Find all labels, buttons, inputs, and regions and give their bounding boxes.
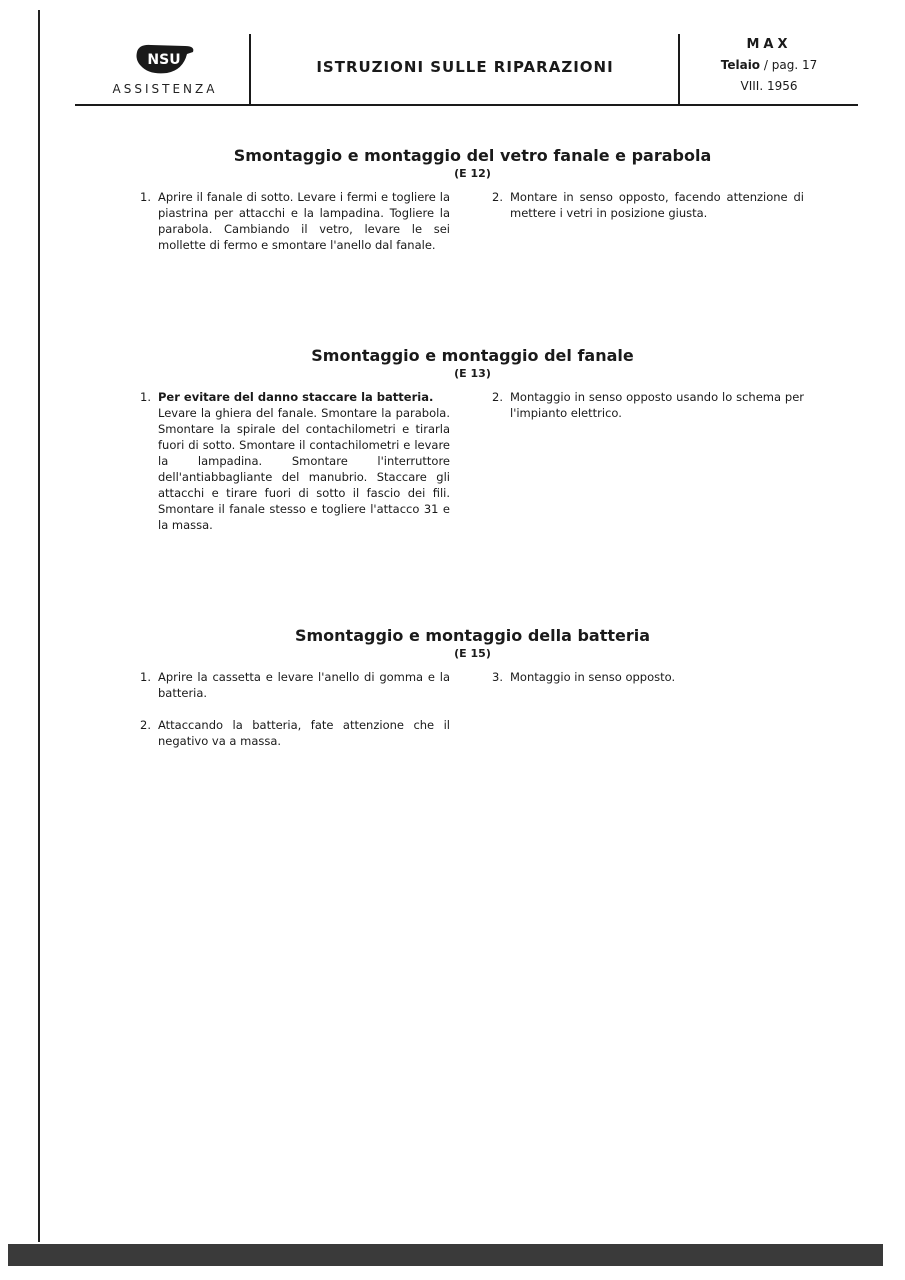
- model-name: MAX: [746, 37, 792, 52]
- section-title: Smontaggio e montaggio del fanale: [311, 346, 634, 365]
- item-text: Montaggio in senso opposto.: [510, 670, 676, 684]
- section-e12: [140, 146, 805, 252]
- item-number: 2.: [492, 390, 503, 404]
- header-divider-left: [249, 34, 251, 106]
- section-ref: (E 15): [454, 647, 491, 660]
- left-column: [140, 389, 450, 549]
- brand-block: [95, 38, 235, 102]
- nsu-logo-icon: [133, 42, 197, 76]
- right-column: [492, 669, 804, 701]
- item-text: Levare la ghiera del fanale. Smontare la parabola. Smontare la spirale del contachilometri e tirarla fuori di sotto. Smontare il contachilometri e levare la lampadina. Smontare l'interruttore dell'antiabbagliante del manubrio. Staccare gli attacchi e tirare fuori di sotto il fascio dei fili. Smontare il fanale stesso e togliere l'attacco 31 e la massa.: [158, 406, 450, 532]
- page-number: / pag. 17: [763, 58, 818, 72]
- item-text: Montare in senso opposto, facendo attenzione di mettere i vetri in posizione giusta.: [510, 190, 804, 220]
- right-column: [492, 189, 804, 237]
- item-text: Aprire il fanale di sotto. Levare i fermi e togliere la piastrina per attacchi e la lampadina. Togliere la parabola. Cambiando il vetro, levare le sei mollette di fermo e smontare l'anello dal fanale.: [158, 190, 450, 252]
- right-column: [492, 389, 804, 437]
- section-label: Telaio: [720, 58, 761, 72]
- item-number: 1.: [140, 670, 151, 684]
- item-text: Attaccando la batteria, fate attenzione che il negativo va a massa.: [158, 718, 450, 748]
- scan-bottom-bar: [8, 1244, 883, 1266]
- section-title: Smontaggio e montaggio della batteria: [294, 626, 651, 645]
- svg-text:NSU: NSU: [147, 52, 181, 68]
- instruction-item: [140, 189, 450, 253]
- page-reference: [680, 55, 858, 76]
- item-number: 1.: [140, 390, 151, 404]
- header-rule: [75, 104, 858, 106]
- item-number: 2.: [140, 718, 151, 732]
- instruction-item: [140, 389, 450, 533]
- item-number: 2.: [492, 190, 503, 204]
- section-ref: (E 13): [454, 367, 491, 380]
- left-column: [140, 189, 450, 269]
- item-text: Montaggio in senso opposto usando lo schema per l'impianto elettrico.: [510, 390, 804, 420]
- binding-edge-line: [38, 10, 40, 1242]
- section-title: Smontaggio e montaggio del vetro fanale e parabola: [233, 146, 712, 165]
- logo-subtitle: ASSISTENZA: [112, 82, 218, 96]
- instruction-item: [492, 669, 804, 685]
- section-ref: (E 12): [454, 167, 491, 180]
- item-number: 3.: [492, 670, 503, 684]
- item-warning: Per evitare del danno staccare la batteria.: [158, 390, 434, 404]
- section-e15: [140, 626, 805, 748]
- item-text: Aprire la cassetta e levare l'anello di gomma e la batteria.: [158, 670, 450, 700]
- document-title: ISTRUZIONI SULLE RIPARAZIONI: [316, 58, 614, 76]
- section-e13: [140, 346, 805, 532]
- instruction-item: [140, 669, 450, 701]
- item-number: 1.: [140, 190, 151, 204]
- document-meta: [680, 34, 858, 97]
- instruction-item: [492, 189, 804, 221]
- left-column: [140, 669, 450, 765]
- edition-date: VIII. 1956: [740, 79, 798, 93]
- instruction-item: [140, 717, 450, 749]
- instruction-item: [492, 389, 804, 421]
